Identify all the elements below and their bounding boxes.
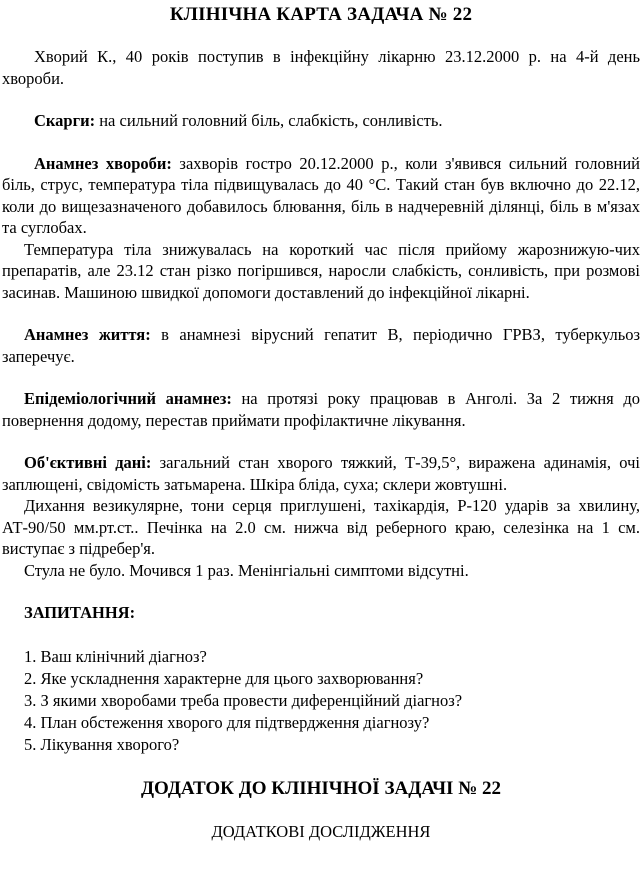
epid-history-text: на протязі року працював в Анголі. За 2 тижня до повернення додому, перестав приймати профілактичне лікування. xyxy=(2,389,640,430)
complaints-label: Скарги: xyxy=(34,111,96,130)
appendix-subtitle: ДОДАТКОВІ ДОСЛІДЖЕННЯ xyxy=(211,821,431,841)
question-item: 4. План обстеження хворого для підтвердження діагнозу? xyxy=(24,712,430,732)
objective-paragraph-3: Стула не було. Мочився 1 раз. Менінгіальні симптоми відсутні. xyxy=(24,560,469,580)
epid-history-label: Епідеміологічний анамнез: xyxy=(24,389,232,408)
questions-list xyxy=(2,646,640,756)
life-history-label: Анамнез життя: xyxy=(24,325,151,344)
appendix-title: ДОДАТОК ДО КЛІНІЧНОЇ ЗАДАЧІ № 22 xyxy=(140,777,502,799)
objective-label: Об'єктивні дані: xyxy=(24,453,152,472)
question-item: 2. Яке ускладнення характерне для цього захворювання? xyxy=(24,668,424,688)
question-item: 1. Ваш клінічний діагноз? xyxy=(24,646,207,666)
complaints-paragraph xyxy=(2,110,640,132)
history-text: захворів гостро 20.12.2000 р., коли з'явився сильний головний біль, струс, температура тіла підвищувалась до 40 °С. Такий стан був включно до 22.12, коли до вищезазначеного добавилось блювання, біль в надчеревній ділянці, біль в м'язах та суглобах. xyxy=(2,153,640,237)
history-paragraph-2: Температура тіла знижувалась на короткий час після прийому жарознижую-чих препаратів, але 23.12 стан різко погіршився, наросли слабкість, сонливість, при розмові засинав. Машиною швидкої допомоги доставлений до інфекційної лікарні. xyxy=(2,239,640,302)
document-page xyxy=(0,3,644,842)
question-item: 3. З якими хворобами треба провести диференційний діагноз? xyxy=(24,690,463,710)
complaints-text: на сильний головний біль, слабкість, сонливість. xyxy=(95,111,443,130)
objective-text: загальний стан хворого тяжкий, Т-39,5°, виражена адинамія, очі заплющені, свідомість затьмарена. Шкіра бліда, суха; склери жовтушні. xyxy=(2,453,640,494)
life-history-paragraph xyxy=(2,324,640,367)
history-paragraph xyxy=(2,153,640,239)
history-label: Анамнез хвороби: xyxy=(34,153,172,173)
objective-paragraph-2: Дихання везикулярне, тони серця приглушені, тахікардія, Р-120 ударів за хвилину, АТ-90/50 мм.рт.ст.. Печінка на 2.0 см. нижча від реберного краю, селезінка на 1 см. виступає з підребер'я. xyxy=(2,496,640,558)
life-history-text: в анамнезі вірусний гепатит В, періодично ГРВЗ, туберкульоз заперечує. xyxy=(2,325,640,366)
question-item: 5. Лікування хворого? xyxy=(24,734,180,754)
patient-intro: Хворий К., 40 років поступив в інфекційну лікарню 23.12.2000 р. на 4-й день хвороби. xyxy=(2,47,640,88)
questions-heading: ЗАПИТАННЯ: xyxy=(24,603,136,622)
document-title: КЛІНІЧНА КАРТА ЗАДАЧА № 22 xyxy=(169,4,473,25)
epid-history-paragraph xyxy=(2,388,640,431)
objective-paragraph xyxy=(2,452,640,495)
